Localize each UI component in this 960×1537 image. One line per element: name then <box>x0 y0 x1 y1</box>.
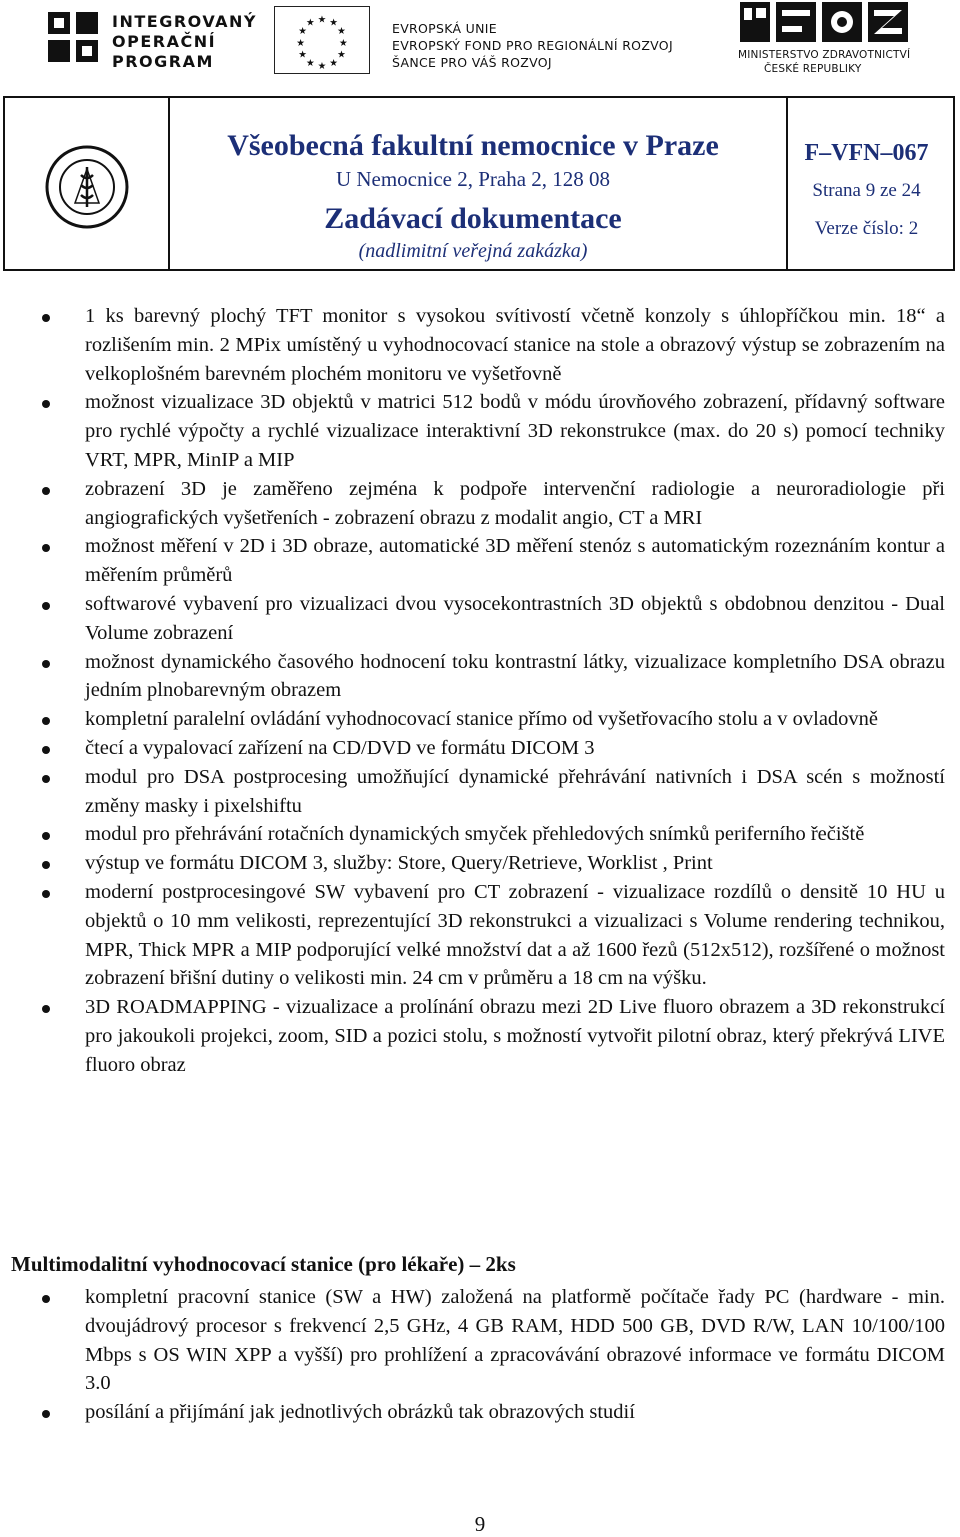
svg-text:★: ★ <box>339 37 348 49</box>
workstation-list <box>0 1283 960 1427</box>
list-item-text: softwarové vybavení pro vizualizaci dvou vysocekontrastních 3D objektů s obdobnou denzitou - Dual Volume zobrazení <box>85 592 945 644</box>
list-item-text: čtecí a vypalovací zařízení na CD/DVD ve formátu DICOM 3 <box>85 736 595 759</box>
svg-text:★: ★ <box>298 49 307 61</box>
list-item-text: modul pro přehrávání rotačních dynamických smyček přehledových snímků periferního řečiště <box>85 823 865 846</box>
ministry-logo <box>738 0 952 80</box>
bullet-icon <box>42 746 50 754</box>
ministry-logo-text <box>738 48 910 76</box>
institution-address: U Nemocnice 2, Praha 2, 128 08 <box>335 167 611 191</box>
svg-text:★: ★ <box>306 58 315 70</box>
bullet-icon <box>42 602 50 610</box>
list-item <box>0 1398 960 1427</box>
section-title: Multimodalitní vyhodnocovací stanice (pro lékaře) – 2ks <box>11 1252 516 1276</box>
list-item <box>0 878 960 993</box>
list-item-text: kompletní pracovní stanice (SW a HW) založená na platformě počítače řady PC (hardware - min. dvoujádrový procesor s frekvencí 2,5 GHz, 4 GB RAM, HDD 500 GB, DVD R/W, LAN 10/100/100 Mbps s OS WIN XPP a vyšší) pro prohlížení a zpracovávání obrazové informace ve formátu DICOM 3.0 <box>85 1286 945 1395</box>
list-item <box>0 849 960 878</box>
logo-strip <box>0 0 960 90</box>
document-subtitle: (nadlimitní veřejná zakázka) <box>358 240 588 262</box>
iop-line: PROGRAM <box>112 52 214 71</box>
eu-line: ŠANCE PRO VÁŠ ROZVOJ <box>392 55 552 70</box>
eu-line: EVROPSKÁ UNIE <box>392 21 497 36</box>
list-item <box>0 475 960 533</box>
iop-logo <box>46 4 257 78</box>
list-item <box>0 820 960 849</box>
list-item <box>0 388 960 474</box>
list-item <box>0 993 960 1079</box>
version-number: Verze číslo: 2 <box>814 218 919 239</box>
list-item <box>0 590 960 648</box>
eu-logo-text <box>392 20 673 71</box>
page-number: 9 <box>474 1512 486 1536</box>
institution-name: Všeobecná fakultní nemocnice v Praze <box>227 129 719 162</box>
eu-line: EVROPSKÝ FOND PRO REGIONÁLNÍ ROZVOJ <box>392 38 673 53</box>
requirements-list <box>0 302 960 1080</box>
iop-line: INTEGROVANÝ <box>112 12 257 31</box>
svg-text:★: ★ <box>296 37 305 49</box>
bullet-icon <box>42 487 50 495</box>
page-indicator: Strana 9 ze 24 <box>812 180 921 201</box>
list-item-text: možnost měření v 2D i 3D obraze, automatické 3D měření stenóz s automatickým rozeznáním kontur a měřením průměrů <box>85 535 945 587</box>
seal-cell <box>5 98 170 269</box>
svg-text:★: ★ <box>306 17 315 29</box>
svg-text:★: ★ <box>329 58 338 70</box>
list-item <box>0 763 960 821</box>
list-item-text: možnost vizualizace 3D objektů v matrici 512 bodů v módu úrovňového zobrazení, přídavný software pro rychlé výpočty a rychlé vizualizace interaktivní 3D rekonstrukce (max. do 20 s) pomocí techniky VRT, MPR, MinIP a MIP <box>85 391 945 471</box>
list-item <box>0 734 960 763</box>
ministry-emblem-icon <box>740 0 910 44</box>
list-item-text: zobrazení 3D je zaměřeno zejména k podpoře intervenční radiologie a neuroradiologie při angiografických vyšetřeních - zobrazení obrazu z modalit angio, CT a MRI <box>85 477 945 529</box>
bullet-icon <box>42 314 50 322</box>
list-item-text: posílání a přijímání jak jednotlivých obrázků tak obrazových studií <box>85 1401 635 1424</box>
hospital-seal-icon <box>45 145 129 229</box>
list-item <box>0 1283 960 1398</box>
svg-text:★: ★ <box>337 26 346 38</box>
list-item-text: 1 ks barevný plochý TFT monitor s vysokou svítivostí včetně konzoly s úhlopříčkou min. 18“ a rozlišením min. 2 MPix umístěný u vyhodnocovací stanice na stole a obrazový výstup se zobrazením na velkoplošném barevném plochém monitoru ve vyšetřovně <box>85 305 945 385</box>
bullet-icon <box>42 832 50 840</box>
svg-text:★: ★ <box>317 61 327 73</box>
bullet-icon <box>42 660 50 668</box>
ministry-line: ČESKÉ REPUBLIKY <box>764 63 862 75</box>
bullet-icon <box>42 861 50 869</box>
list-item-text: výstup ve formátu DICOM 3, služby: Store, Query/Retrieve, Worklist , Print <box>85 852 713 875</box>
ministry-line: MINISTERSTVO ZDRAVOTNICTVÍ <box>738 49 911 61</box>
list-item-text: možnost dynamického časového hodnocení toku kontrastní látky, vizualizace kompletního DSA obrazu jedním plnobarevným obrazem <box>85 650 945 702</box>
svg-text:★: ★ <box>329 17 338 29</box>
svg-text:★: ★ <box>337 49 346 61</box>
svg-text:★: ★ <box>317 14 327 26</box>
list-item <box>0 532 960 590</box>
eu-logo <box>274 6 714 76</box>
document-title: Zadávací dokumentace <box>324 202 622 235</box>
list-item-text: moderní postprocesingové SW vybavení pro CT zobrazení - vizualizace rozdílů o densitě 10 HU u objektů o 10 mm velikosti, reprezentující 3D rekonstrukci a vizualizaci s Volume rendering technikou, MPR, Thick MPR a MIP podporující velké množství dat a až 1600 řezů (512x512), rozšířené o možnost zobrazení břišní dutiny o velikosti min. 24 cm v průměru a 18 cm na výšku. <box>85 880 945 990</box>
list-item-text: modul pro DSA postprocesing umožňující dynamické přehrávání nativních i DSA scén s možností změny masky i pixelshiftu <box>85 765 945 817</box>
list-item <box>0 705 960 734</box>
bullet-icon <box>42 400 50 408</box>
bullet-icon <box>42 775 50 783</box>
iop-emblem-icon <box>46 10 104 68</box>
bullet-icon <box>42 1410 50 1418</box>
list-item-text: kompletní paralelní ovládání vyhodnocovací stanice přímo od vyšetřovacího stolu a v ovladovně <box>85 708 879 731</box>
bullet-icon <box>42 1005 50 1013</box>
list-item <box>0 648 960 706</box>
iop-line: OPERAČNÍ <box>112 32 217 51</box>
bullet-icon <box>42 890 50 898</box>
eu-flag-icon <box>274 6 370 74</box>
svg-text:★: ★ <box>298 26 307 38</box>
list-item-text: 3D ROADMAPPING - vizualizace a prolínání obrazu mezi 2D Live fluoro obrazem a 3D rekonstrukcí pro jakoukoli projekci, zoom, SID a pozici stolu, s možností vytvořit pilotní obraz, který překrývá LIVE fluoro obraz <box>85 996 945 1076</box>
iop-logo-text <box>112 12 257 72</box>
bullet-icon <box>42 717 50 725</box>
bullet-icon <box>42 544 50 552</box>
document-code: F–VFN–067 <box>804 140 929 166</box>
list-item <box>0 302 960 388</box>
bullet-icon <box>42 1295 50 1303</box>
